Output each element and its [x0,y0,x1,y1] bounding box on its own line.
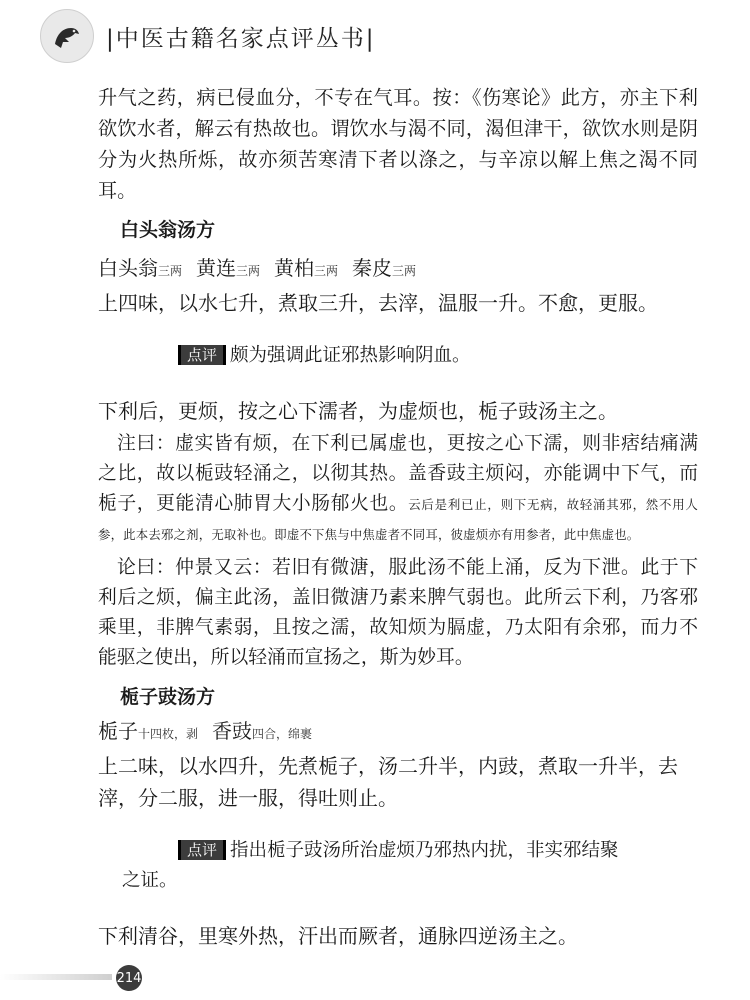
series-title: |中医古籍名家点评丛书| [106,25,376,52]
commentary-text: 颇为强调此证邪热影响阴血。 [230,345,471,366]
paragraph-1: 升气之药，病已侵血分，不专在气耳。按：《伤寒论》此方，亦主下利欲饮水者，解云有热故也。谓饮水与渴不同，渴但津干，欲饮水则是阴分为火热所烁，故亦须苦寒清下者以涤之，与辛凉以解上焦之渴不同耳。 [98,86,698,202]
formula-title-zhizichi: 栀子豉汤方 [120,686,216,708]
formula-instructions-zhizichi: 上二味，以水四升，先煮栀子，汤二升半，内豉，煮取一升半，去滓，分二服，进一服，得吐则止。 [98,754,678,810]
clause-2: 下利后，更烦，按之心下濡者，为虚烦也，栀子豉汤主之。 [98,399,618,423]
commentary-badge: 点评 [178,840,226,860]
herb-dose: 三两 [392,264,417,278]
page-number-bar [0,974,112,980]
herb-dose: 十四枚，剥 [138,727,199,741]
herb-name: 秦皮 [352,256,393,280]
herb-dose: 三两 [314,264,339,278]
commentary-badge: 点评 [178,345,226,365]
commentary-text: 指出栀子豉汤所治虚烦乃邪热内扰，非实邪结聚 [230,840,619,861]
herb-name: 黄连 [196,256,237,280]
formula-title-baitouweng: 白头翁汤方 [120,219,216,241]
formula-instructions-baitouweng: 上四味，以水七升，煮取三升，去滓，温服一升。不愈，更服。 [98,291,658,315]
paragraph-3 [98,429,698,549]
page-content [98,82,698,952]
commentary-1 [90,341,698,371]
formula-herbs-zhizichi [98,715,698,750]
paragraph-3-main: 注曰：虚实皆有烦，在下利已属虚也，更按之心下濡，则非痞结痛满之比，故以栀豉轻涌之，以彻其热。盖香豉主烦闷，亦能调中下气，而栀子，更能清心肺胃大小肠郁火也。 [98,433,698,514]
formula-herbs-baitouweng [98,252,698,287]
paragraph-4: 论曰：仲景又云：若旧有微溏，服此汤不能上涌，反为下泄。此于下利后之烦，偏主此汤，盖旧微溏乃素来脾气弱也。此所云下利，乃客邪乘里，非脾气素弱，且按之濡，故知烦为膈虚，乃太阳有余邪，而力不能驱之使出，所以轻涌而宣扬之，斯为妙耳。 [98,557,698,668]
herb-name: 黄柏 [274,256,315,280]
herb-dose: 三两 [158,264,183,278]
commentary-2 [90,836,698,866]
herb-dose: 三两 [236,264,261,278]
paragraph-3-annotation: 云后是利已止，则下无病，故轻涌其邪，然不用人参，此本去邪之剂，无取补也。即虚不下焦与中焦虚者不同耳，彼虚烦亦有用参者，此中焦虚也。 [98,497,698,542]
header [40,8,376,64]
herb-name: 白头翁 [98,256,158,280]
commentary-2-continued: 之证。 [122,870,178,891]
herb-dose: 四合，绵裹 [252,727,313,741]
herb-name: 香豉 [212,719,253,743]
dragon-seal-logo [40,9,94,63]
dragon-icon [47,16,87,56]
herb-name: 栀子 [98,719,138,743]
clause-5: 下利清谷，里寒外热，汗出而厥者，通脉四逆汤主之。 [98,924,578,948]
page-number: 214 [116,965,142,991]
